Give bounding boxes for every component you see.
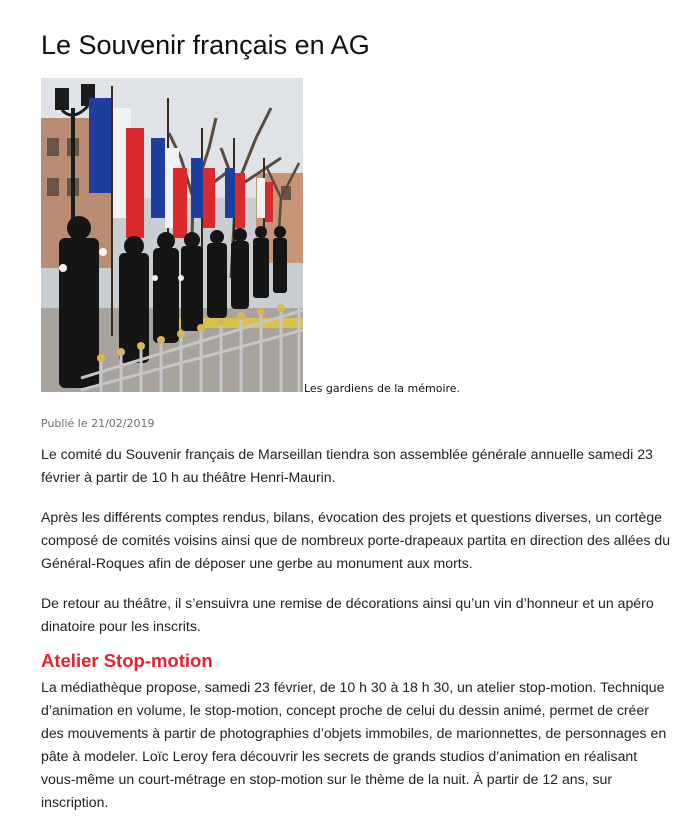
- article-photo: [41, 78, 303, 392]
- photo-ceremony-flags-icon: [41, 78, 303, 392]
- photo-caption: Les gardiens de la mémoire.: [304, 382, 461, 395]
- article-figure: [41, 78, 511, 394]
- section-paragraph: La médiathèque propose, samedi 23 février, de 10 h 30 à 18 h 30, un atelier stop-motion. Technique d’animation en volume, le stop-motion, concept proche de celui du dessin animé, permet de créer des mouvements à partir de photographies d’objets immobiles, de marionnettes, de personnages en pâte à modeler. Loïc Leroy fera découvrir les secrets de grands studios d’animation en réalisant vous-même un court-métrage en stop-motion sur le thème de la nuit. À partir de 12 ans, sur inscription.: [41, 679, 667, 810]
- publish-date: Publié le 21/02/2019: [41, 417, 155, 430]
- page-title: Le Souvenir français en AG: [41, 30, 370, 60]
- article-paragraph: Le comité du Souvenir français de Marseillan tiendra son assemblée générale annuelle samedi 23 février à partir de 10 h au théâtre Henri-Maurin.: [41, 446, 653, 485]
- article-paragraph: De retour au théâtre, il s’ensuivra une remise de décorations ainsi qu’un vin d’honneur et un apéro dinatoire pour les inscrits.: [41, 595, 654, 634]
- article-paragraph: Après les différents comptes rendus, bilans, évocation des projets et questions diverses, un cortège composé de comités voisins ainsi que de nombreux porte-drapeaux partita en direction des allées du Général-Roques afin de déposer une gerbe au monument aux morts.: [41, 509, 671, 571]
- section-heading: Atelier Stop-motion: [41, 650, 213, 671]
